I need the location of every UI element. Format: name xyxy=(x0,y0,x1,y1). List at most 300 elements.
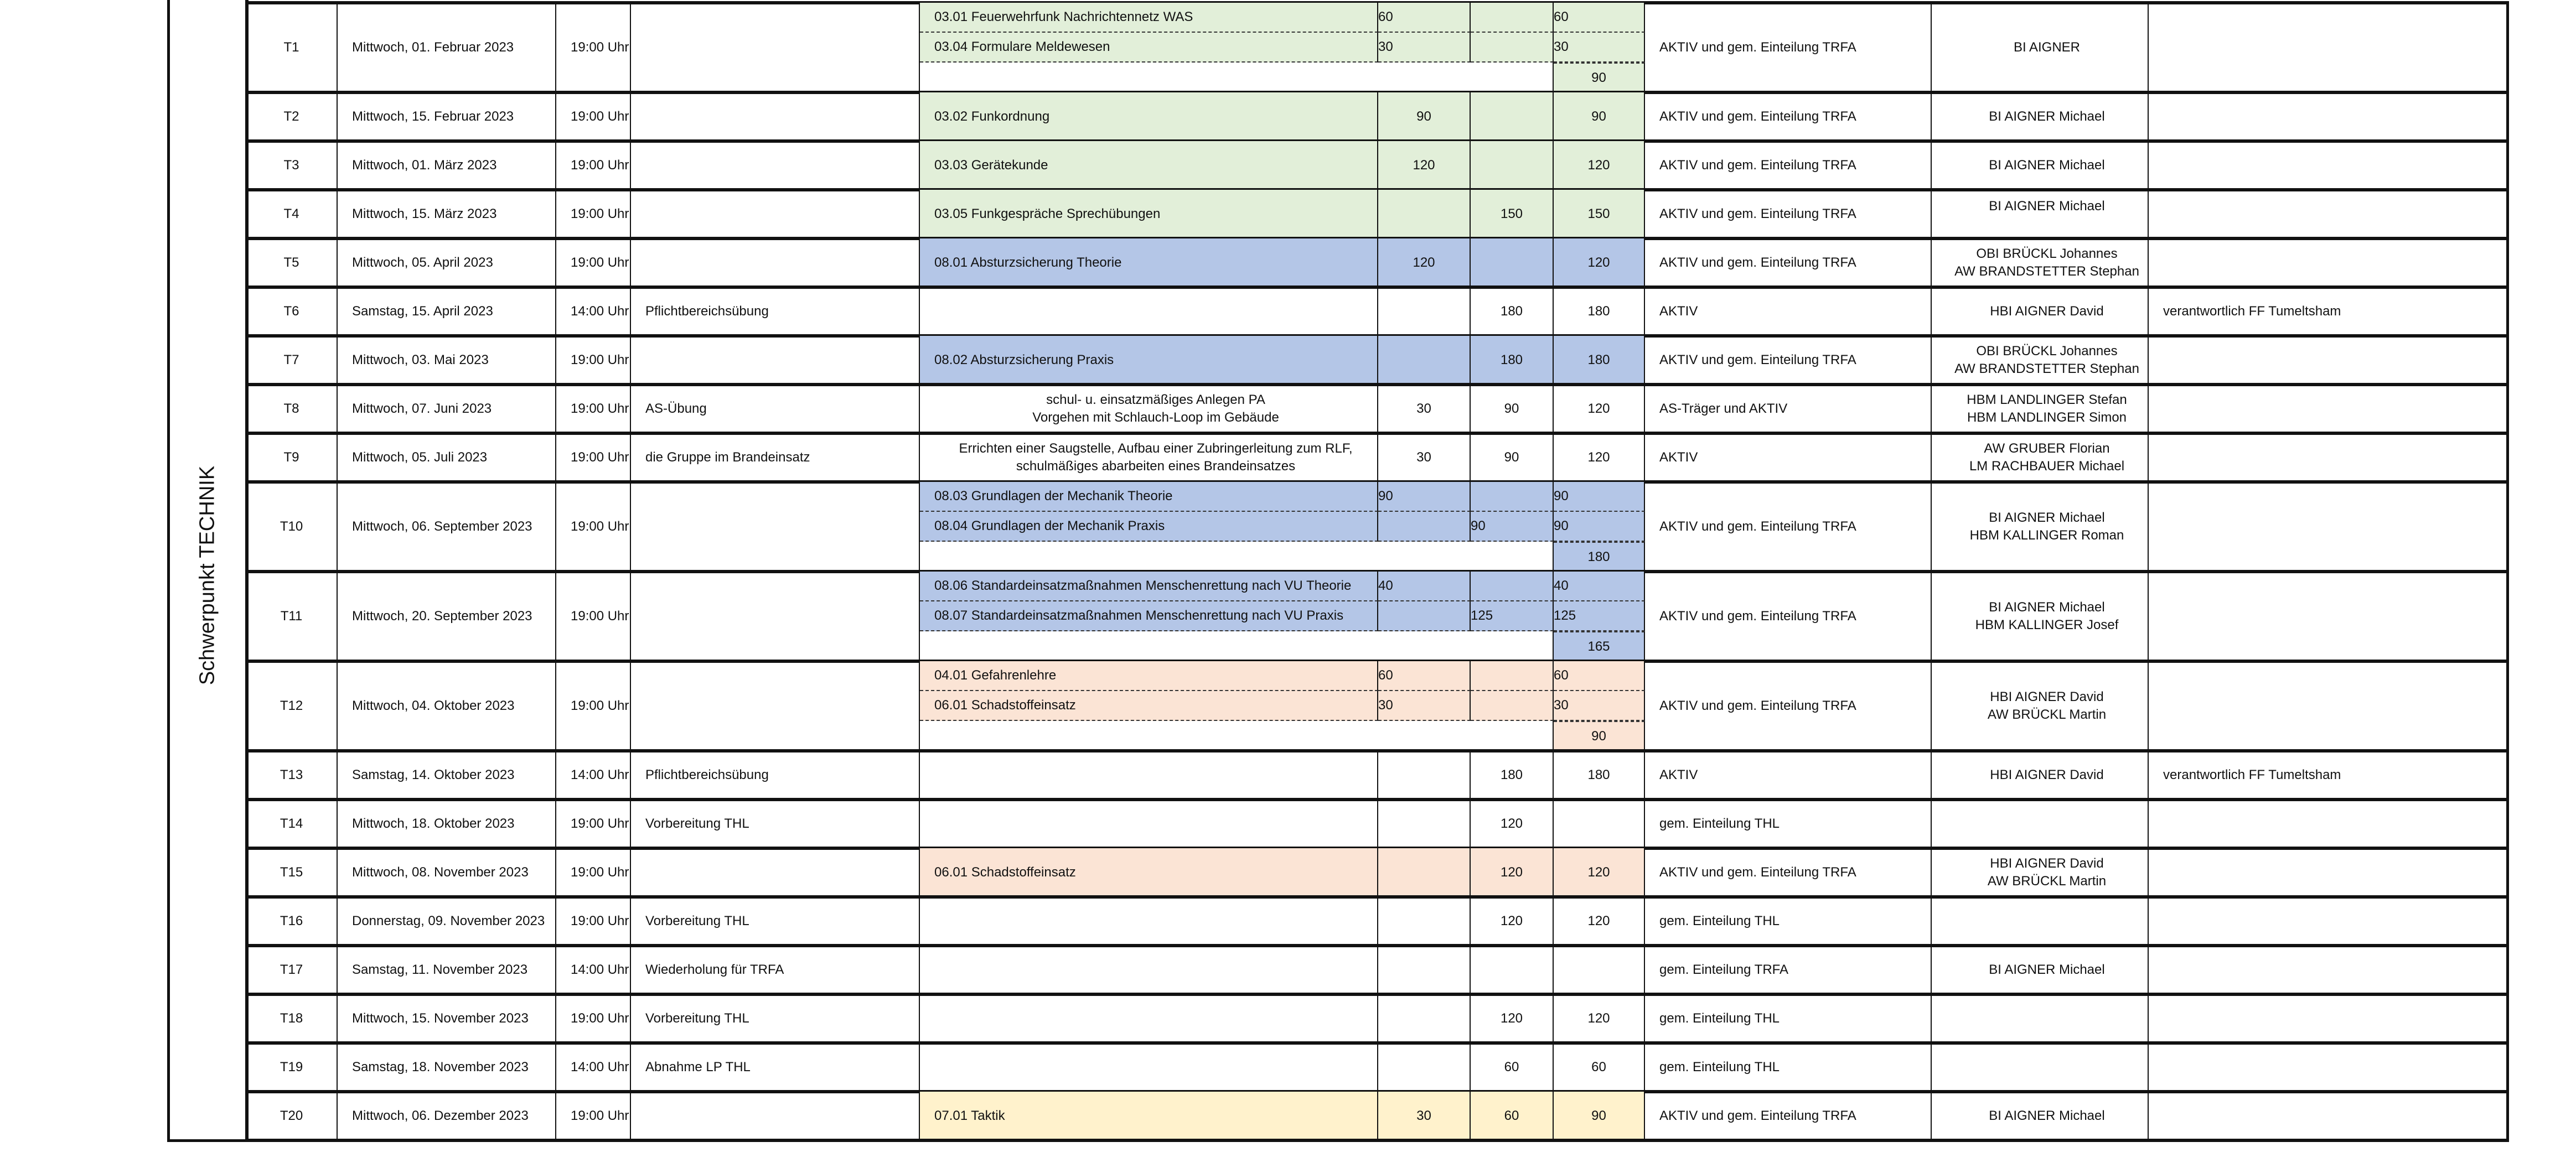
participants-cell: AKTIV und gem. Einteilung TRFA xyxy=(1645,3,1932,92)
participants-cell: gem. Einteilung THL xyxy=(1645,800,1932,848)
row-note-cell: AS-Übung xyxy=(631,385,920,433)
row-time-cell: 19:00 Uhr xyxy=(556,141,631,190)
remark-cell xyxy=(2149,897,2509,946)
row-note-cell xyxy=(631,336,920,385)
theory-minutes-cell xyxy=(1378,572,1471,601)
section-label: Schwerpunkt TECHNIK xyxy=(195,465,219,686)
row-time-cell: 19:00 Uhr xyxy=(556,1092,631,1140)
theory-minutes-cell: 30 xyxy=(1378,433,1471,482)
practice-minutes-cell xyxy=(1471,238,1554,287)
topic-cell xyxy=(920,601,1378,631)
remark-cell xyxy=(2149,946,2509,994)
topic-blank-area xyxy=(920,631,1554,661)
leader-name: AW BRÜCKL Martin xyxy=(1987,874,2107,889)
topic-cell-text: 03.01 Feuerwehrfunk Nachrichtennetz WAS xyxy=(934,9,1193,24)
topic-cell xyxy=(920,1043,1378,1092)
leader-name: HBM KALLINGER Roman xyxy=(1969,528,2124,543)
row-time-cell: 14:00 Uhr xyxy=(556,287,631,336)
table-row xyxy=(246,1043,2509,1092)
practice-minutes-cell xyxy=(1471,512,1554,542)
row-id-cell: T8 xyxy=(246,385,338,433)
table-row xyxy=(246,897,2509,946)
row-time-cell: 14:00 Uhr xyxy=(556,1043,631,1092)
total-minutes-cell-text: 40 xyxy=(1554,578,1569,593)
row-time-cell: 19:00 Uhr xyxy=(556,92,631,141)
leader-name: HBI AIGNER David xyxy=(1990,767,2104,782)
leader-cell xyxy=(1932,385,2149,433)
row-date-cell: Mittwoch, 15. November 2023 xyxy=(338,994,556,1043)
leader-name: BI AIGNER Michael xyxy=(1989,109,2105,124)
theory-minutes-cell-text: 30 xyxy=(1378,698,1393,713)
topic-blank-area xyxy=(920,63,1554,92)
total-minutes-cell: 120 xyxy=(1554,238,1645,287)
table-row xyxy=(246,190,2509,238)
theory-minutes-cell: 30 xyxy=(1378,385,1471,433)
topic-cell xyxy=(920,3,1378,33)
row-time-cell: 19:00 Uhr xyxy=(556,238,631,287)
row-date-cell: Mittwoch, 20. September 2023 xyxy=(338,572,556,661)
theory-minutes-cell: 90 xyxy=(1378,92,1471,141)
practice-minutes-cell xyxy=(1471,33,1554,63)
row-date-cell: Mittwoch, 03. Mai 2023 xyxy=(338,336,556,385)
leader-name: BI AIGNER Michael xyxy=(1989,158,2105,173)
practice-minutes-cell-text: 125 xyxy=(1471,608,1493,623)
sum-minutes-text: 180 xyxy=(1587,549,1610,564)
leader-cell xyxy=(1932,433,2149,482)
topic-line: Vorgehen mit Schlauch-Loop im Gebäude xyxy=(1032,410,1279,425)
row-note-cell: die Gruppe im Brandeinsatz xyxy=(631,433,920,482)
topic-line: schulmäßiges abarbeiten eines Brandeinsatzes xyxy=(1016,459,1296,474)
row-id-cell: T7 xyxy=(246,336,338,385)
practice-minutes-cell: 120 xyxy=(1471,897,1554,946)
practice-minutes-cell: 180 xyxy=(1471,336,1554,385)
leader-name: BI AIGNER Michael xyxy=(1989,1108,2105,1123)
row-id-cell: T17 xyxy=(246,946,338,994)
leader-name: HBI AIGNER David xyxy=(1990,689,2104,704)
table-row xyxy=(246,572,2509,661)
table-left-border xyxy=(246,0,249,1142)
theory-minutes-cell xyxy=(1378,800,1471,848)
leader-cell xyxy=(1932,1092,2149,1140)
row-date-cell: Mittwoch, 04. Oktober 2023 xyxy=(338,661,556,751)
total-minutes-cell: 120 xyxy=(1554,848,1645,897)
theory-minutes-cell xyxy=(1378,994,1471,1043)
remark-cell xyxy=(2149,433,2509,482)
leader-name: HBI AIGNER David xyxy=(1990,856,2104,871)
topic-cell xyxy=(920,572,1378,601)
row-note-cell: Vorbereitung THL xyxy=(631,800,920,848)
topic-cell xyxy=(920,482,1378,512)
leader-cell xyxy=(1932,994,2149,1043)
topic-cell xyxy=(920,946,1378,994)
topic-cell xyxy=(920,691,1378,721)
leader-cell xyxy=(1932,1043,2149,1092)
total-minutes-cell xyxy=(1554,946,1645,994)
practice-minutes-cell xyxy=(1471,3,1554,33)
participants-cell: AKTIV und gem. Einteilung TRFA xyxy=(1645,482,1932,572)
leader-cell xyxy=(1932,190,2149,238)
row-note-cell: Abnahme LP THL xyxy=(631,1043,920,1092)
remark-cell xyxy=(2149,994,2509,1043)
practice-minutes-cell xyxy=(1471,482,1554,512)
remark-cell xyxy=(2149,482,2509,572)
remark-cell xyxy=(2149,238,2509,287)
table-row xyxy=(246,994,2509,1043)
row-date-cell: Mittwoch, 08. November 2023 xyxy=(338,848,556,897)
theory-minutes-cell: 120 xyxy=(1378,238,1471,287)
leader-name: HBI AIGNER David xyxy=(1990,304,2104,319)
table-row xyxy=(246,751,2509,800)
remark-cell xyxy=(2149,1043,2509,1092)
theory-minutes-cell: 30 xyxy=(1378,1092,1471,1140)
theory-minutes-cell xyxy=(1378,601,1471,631)
row-date-cell: Donnerstag, 09. November 2023 xyxy=(338,897,556,946)
topic-cell-text: 08.06 Standardeinsatzmaßnahmen Menschenrettung nach VU Theorie xyxy=(934,578,1352,593)
row-id-cell: T19 xyxy=(246,1043,338,1092)
theory-minutes-cell xyxy=(1378,512,1471,542)
row-note-cell: Pflichtbereichsübung xyxy=(631,287,920,336)
theory-minutes-cell xyxy=(1378,190,1471,238)
topic-cell xyxy=(920,385,1378,433)
topic-cell: 03.02 Funkordnung xyxy=(920,92,1378,141)
row-id-cell: T20 xyxy=(246,1092,338,1140)
row-id-cell: T14 xyxy=(246,800,338,848)
leader-name: OBI BRÜCKL Johannes xyxy=(1976,246,2118,261)
practice-minutes-cell xyxy=(1471,661,1554,691)
leader-cell xyxy=(1932,751,2149,800)
practice-minutes-cell xyxy=(1471,92,1554,141)
topic-block xyxy=(920,482,1645,572)
table-row xyxy=(246,238,2509,287)
remark-cell xyxy=(2149,572,2509,661)
practice-minutes-cell: 60 xyxy=(1471,1092,1554,1140)
total-minutes-cell: 120 xyxy=(1554,141,1645,190)
theory-minutes-cell xyxy=(1378,287,1471,336)
row-note-cell xyxy=(631,1092,920,1140)
participants-cell: gem. Einteilung THL xyxy=(1645,994,1932,1043)
row-time-cell: 19:00 Uhr xyxy=(556,482,631,572)
row-note-cell xyxy=(631,238,920,287)
topic-block xyxy=(920,661,1645,751)
leader-name: BI AIGNER Michael xyxy=(1989,199,2105,214)
theory-minutes-cell-text: 40 xyxy=(1378,578,1393,593)
remark-cell xyxy=(2149,92,2509,141)
topic-blank-area xyxy=(920,721,1554,751)
row-note-cell xyxy=(631,141,920,190)
table-row xyxy=(246,433,2509,482)
total-minutes-cell-text: 30 xyxy=(1554,39,1569,54)
leader-cell xyxy=(1932,287,2149,336)
row-time-cell: 19:00 Uhr xyxy=(556,433,631,482)
leader-cell xyxy=(1932,946,2149,994)
topic-line: schul- u. einsatzmäßiges Anlegen PA xyxy=(1046,392,1265,407)
leader-cell xyxy=(1932,3,2149,92)
row-date-cell: Mittwoch, 06. September 2023 xyxy=(338,482,556,572)
practice-minutes-cell-text: 90 xyxy=(1471,518,1486,533)
total-minutes-cell: 150 xyxy=(1554,190,1645,238)
row-id-cell: T3 xyxy=(246,141,338,190)
topic-block xyxy=(920,572,1645,661)
row-id-cell: T11 xyxy=(246,572,338,661)
leader-cell xyxy=(1932,482,2149,572)
sum-minutes-text: 165 xyxy=(1587,639,1610,654)
leader-name: HBM LANDLINGER Simon xyxy=(1967,410,2127,425)
total-minutes-cell: 120 xyxy=(1554,385,1645,433)
topic-line: Errichten einer Saugstelle, Aufbau einer Zubringerleitung zum RLF, xyxy=(959,441,1353,456)
leader-name: HBM KALLINGER Josef xyxy=(1975,617,2119,632)
row-date-cell: Mittwoch, 05. Juli 2023 xyxy=(338,433,556,482)
topic-cell xyxy=(920,800,1378,848)
total-minutes-cell: 120 xyxy=(1554,994,1645,1043)
remark-cell xyxy=(2149,848,2509,897)
leader-cell xyxy=(1932,92,2149,141)
leader-name: BI AIGNER Michael xyxy=(1989,510,2105,525)
participants-cell: gem. Einteilung THL xyxy=(1645,897,1932,946)
sum-minutes-text: 90 xyxy=(1591,729,1606,744)
row-time-cell: 19:00 Uhr xyxy=(556,385,631,433)
table-row xyxy=(246,3,2509,92)
table-row xyxy=(246,92,2509,141)
row-date-cell: Mittwoch, 01. März 2023 xyxy=(338,141,556,190)
participants-cell: AKTIV und gem. Einteilung TRFA xyxy=(1645,92,1932,141)
theory-minutes-cell xyxy=(1378,897,1471,946)
participants-cell: AKTIV und gem. Einteilung TRFA xyxy=(1645,572,1932,661)
total-minutes-cell xyxy=(1554,482,1645,512)
leader-name: HBM LANDLINGER Stefan xyxy=(1967,392,2127,407)
participants-cell: gem. Einteilung TRFA xyxy=(1645,946,1932,994)
leader-cell xyxy=(1932,238,2149,287)
leader-name: LM RACHBAUER Michael xyxy=(1969,459,2125,474)
leader-name: BI AIGNER Michael xyxy=(1989,962,2105,977)
row-id-cell: T6 xyxy=(246,287,338,336)
topic-cell xyxy=(920,433,1378,482)
table-row xyxy=(246,336,2509,385)
theory-minutes-cell-text: 60 xyxy=(1378,668,1393,683)
leader-name: AW BRANDSTETTER Stephan xyxy=(1954,264,2139,279)
topic-cell xyxy=(920,897,1378,946)
theory-minutes-cell-text: 30 xyxy=(1378,39,1393,54)
row-id-cell: T2 xyxy=(246,92,338,141)
total-minutes-cell xyxy=(1554,601,1645,631)
row-note-cell xyxy=(631,661,920,751)
remark-cell xyxy=(2149,661,2509,751)
leader-name: OBI BRÜCKL Johannes xyxy=(1976,344,2118,359)
row-note-cell xyxy=(631,190,920,238)
table-row xyxy=(246,848,2509,897)
row-time-cell: 19:00 Uhr xyxy=(556,994,631,1043)
leader-cell xyxy=(1932,848,2149,897)
table-row xyxy=(246,1092,2509,1140)
participants-cell: AS-Träger und AKTIV xyxy=(1645,385,1932,433)
leader-cell xyxy=(1932,661,2149,751)
topic-cell xyxy=(920,33,1378,63)
total-minutes-cell-text: 30 xyxy=(1554,698,1569,713)
theory-minutes-cell xyxy=(1378,1043,1471,1092)
leader-name: BI AIGNER Michael xyxy=(1989,600,2105,615)
table-row xyxy=(246,800,2509,848)
theory-minutes-cell xyxy=(1378,482,1471,512)
topic-cell: 07.01 Taktik xyxy=(920,1092,1378,1140)
leader-name: BI AIGNER xyxy=(2013,40,2081,55)
practice-minutes-cell xyxy=(1471,691,1554,721)
theory-minutes-cell xyxy=(1378,946,1471,994)
total-minutes-cell: 120 xyxy=(1554,897,1645,946)
row-id-cell: T1 xyxy=(246,3,338,92)
total-minutes-cell xyxy=(1554,572,1645,601)
total-minutes-cell: 60 xyxy=(1554,1043,1645,1092)
total-minutes-cell xyxy=(1554,33,1645,63)
remark-cell: verantwortlich FF Tumeltsham xyxy=(2149,751,2509,800)
remark-cell xyxy=(2149,1092,2509,1140)
table-row xyxy=(246,385,2509,433)
topic-cell xyxy=(920,661,1378,691)
remark-cell xyxy=(2149,385,2509,433)
theory-minutes-cell xyxy=(1378,661,1471,691)
total-minutes-cell-text: 90 xyxy=(1554,518,1569,533)
remark-cell xyxy=(2149,800,2509,848)
leader-name: AW BRANDSTETTER Stephan xyxy=(1954,361,2139,376)
theory-minutes-cell-text: 60 xyxy=(1378,9,1393,24)
row-note-cell: Vorbereitung THL xyxy=(631,897,920,946)
theory-minutes-cell: 120 xyxy=(1378,141,1471,190)
topic-cell xyxy=(920,751,1378,800)
practice-minutes-cell xyxy=(1471,141,1554,190)
row-note-cell xyxy=(631,92,920,141)
total-minutes-cell: 120 xyxy=(1554,433,1645,482)
theory-minutes-cell-text: 90 xyxy=(1378,489,1393,504)
row-date-cell: Mittwoch, 06. Dezember 2023 xyxy=(338,1092,556,1140)
theory-minutes-cell xyxy=(1378,691,1471,721)
row-id-cell: T13 xyxy=(246,751,338,800)
row-time-cell: 19:00 Uhr xyxy=(556,3,631,92)
participants-cell: AKTIV und gem. Einteilung TRFA xyxy=(1645,1092,1932,1140)
row-time-cell: 19:00 Uhr xyxy=(556,897,631,946)
row-time-cell: 19:00 Uhr xyxy=(556,848,631,897)
total-minutes-cell xyxy=(1554,661,1645,691)
total-minutes-cell-text: 90 xyxy=(1554,489,1569,504)
participants-cell: AKTIV und gem. Einteilung TRFA xyxy=(1645,190,1932,238)
total-minutes-cell-text: 60 xyxy=(1554,9,1569,24)
remark-cell xyxy=(2149,336,2509,385)
topic-cell-text: 06.01 Schadstoffeinsatz xyxy=(934,698,1076,713)
leader-cell xyxy=(1932,336,2149,385)
practice-minutes-cell: 120 xyxy=(1471,848,1554,897)
participants-cell: AKTIV und gem. Einteilung TRFA xyxy=(1645,141,1932,190)
row-time-cell: 19:00 Uhr xyxy=(556,800,631,848)
row-time-cell: 14:00 Uhr xyxy=(556,946,631,994)
leader-cell xyxy=(1932,572,2149,661)
row-id-cell: T18 xyxy=(246,994,338,1043)
participants-cell: AKTIV xyxy=(1645,287,1932,336)
sum-minutes-cell xyxy=(1554,721,1645,751)
row-time-cell: 19:00 Uhr xyxy=(556,190,631,238)
row-time-cell: 19:00 Uhr xyxy=(556,572,631,661)
participants-cell: AKTIV und gem. Einteilung TRFA xyxy=(1645,336,1932,385)
table-row xyxy=(246,482,2509,572)
row-id-cell: T10 xyxy=(246,482,338,572)
practice-minutes-cell: 180 xyxy=(1471,751,1554,800)
leader-name: AW GRUBER Florian xyxy=(1984,441,2110,456)
table-row xyxy=(246,661,2509,751)
row-date-cell: Mittwoch, 07. Juni 2023 xyxy=(338,385,556,433)
topic-cell-text: 03.04 Formulare Meldewesen xyxy=(934,39,1110,54)
theory-minutes-cell xyxy=(1378,751,1471,800)
row-note-cell: Vorbereitung THL xyxy=(631,994,920,1043)
participants-cell: gem. Einteilung THL xyxy=(1645,1043,1932,1092)
topic-cell-text: 08.03 Grundlagen der Mechanik Theorie xyxy=(934,489,1173,504)
total-minutes-cell: 180 xyxy=(1554,336,1645,385)
theory-minutes-cell xyxy=(1378,336,1471,385)
practice-minutes-cell: 60 xyxy=(1471,1043,1554,1092)
row-note-cell xyxy=(631,3,920,92)
participants-cell: AKTIV und gem. Einteilung TRFA xyxy=(1645,661,1932,751)
practice-minutes-cell xyxy=(1471,946,1554,994)
row-date-cell: Samstag, 14. Oktober 2023 xyxy=(338,751,556,800)
total-minutes-cell xyxy=(1554,800,1645,848)
total-minutes-cell-text: 125 xyxy=(1554,608,1576,623)
table-row xyxy=(246,287,2509,336)
total-minutes-cell: 180 xyxy=(1554,751,1645,800)
row-id-cell: T16 xyxy=(246,897,338,946)
row-id-cell: T9 xyxy=(246,433,338,482)
row-note-cell: Wiederholung für TRFA xyxy=(631,946,920,994)
leader-cell xyxy=(1932,800,2149,848)
topic-cell xyxy=(920,287,1378,336)
total-minutes-cell: 180 xyxy=(1554,287,1645,336)
theory-minutes-cell xyxy=(1378,3,1471,33)
row-date-cell: Samstag, 18. November 2023 xyxy=(338,1043,556,1092)
total-minutes-cell xyxy=(1554,691,1645,721)
row-date-cell: Samstag, 11. November 2023 xyxy=(338,946,556,994)
total-minutes-cell-text: 60 xyxy=(1554,668,1569,683)
leader-cell xyxy=(1932,141,2149,190)
row-note-cell xyxy=(631,482,920,572)
table-row xyxy=(246,946,2509,994)
remark-cell xyxy=(2149,190,2509,238)
practice-minutes-cell: 90 xyxy=(1471,433,1554,482)
row-date-cell: Mittwoch, 18. Oktober 2023 xyxy=(338,800,556,848)
row-time-cell: 19:00 Uhr xyxy=(556,661,631,751)
participants-cell: AKTIV und gem. Einteilung TRFA xyxy=(1645,848,1932,897)
leader-cell xyxy=(1932,897,2149,946)
topic-cell: 03.03 Gerätekunde xyxy=(920,141,1378,190)
row-date-cell: Samstag, 15. April 2023 xyxy=(338,287,556,336)
total-minutes-cell: 90 xyxy=(1554,92,1645,141)
sum-minutes-cell xyxy=(1554,63,1645,92)
participants-cell: AKTIV xyxy=(1645,751,1932,800)
remark-cell xyxy=(2149,141,2509,190)
topic-block xyxy=(920,3,1645,92)
topic-cell xyxy=(920,512,1378,542)
row-id-cell: T15 xyxy=(246,848,338,897)
practice-minutes-cell xyxy=(1471,572,1554,601)
table-row xyxy=(246,141,2509,190)
practice-minutes-cell: 120 xyxy=(1471,994,1554,1043)
total-minutes-cell: 90 xyxy=(1554,1092,1645,1140)
row-id-cell: T12 xyxy=(246,661,338,751)
total-minutes-cell xyxy=(1554,512,1645,542)
total-minutes-cell xyxy=(1554,3,1645,33)
practice-minutes-cell: 120 xyxy=(1471,800,1554,848)
topic-cell xyxy=(920,994,1378,1043)
participants-cell: AKTIV und gem. Einteilung TRFA xyxy=(1645,238,1932,287)
row-date-cell: Mittwoch, 01. Februar 2023 xyxy=(338,3,556,92)
theory-minutes-cell xyxy=(1378,33,1471,63)
practice-minutes-cell xyxy=(1471,601,1554,631)
sum-minutes-cell xyxy=(1554,631,1645,661)
topic-cell: 03.05 Funkgespräche Sprechübungen xyxy=(920,190,1378,238)
topic-blank-area xyxy=(920,542,1554,572)
